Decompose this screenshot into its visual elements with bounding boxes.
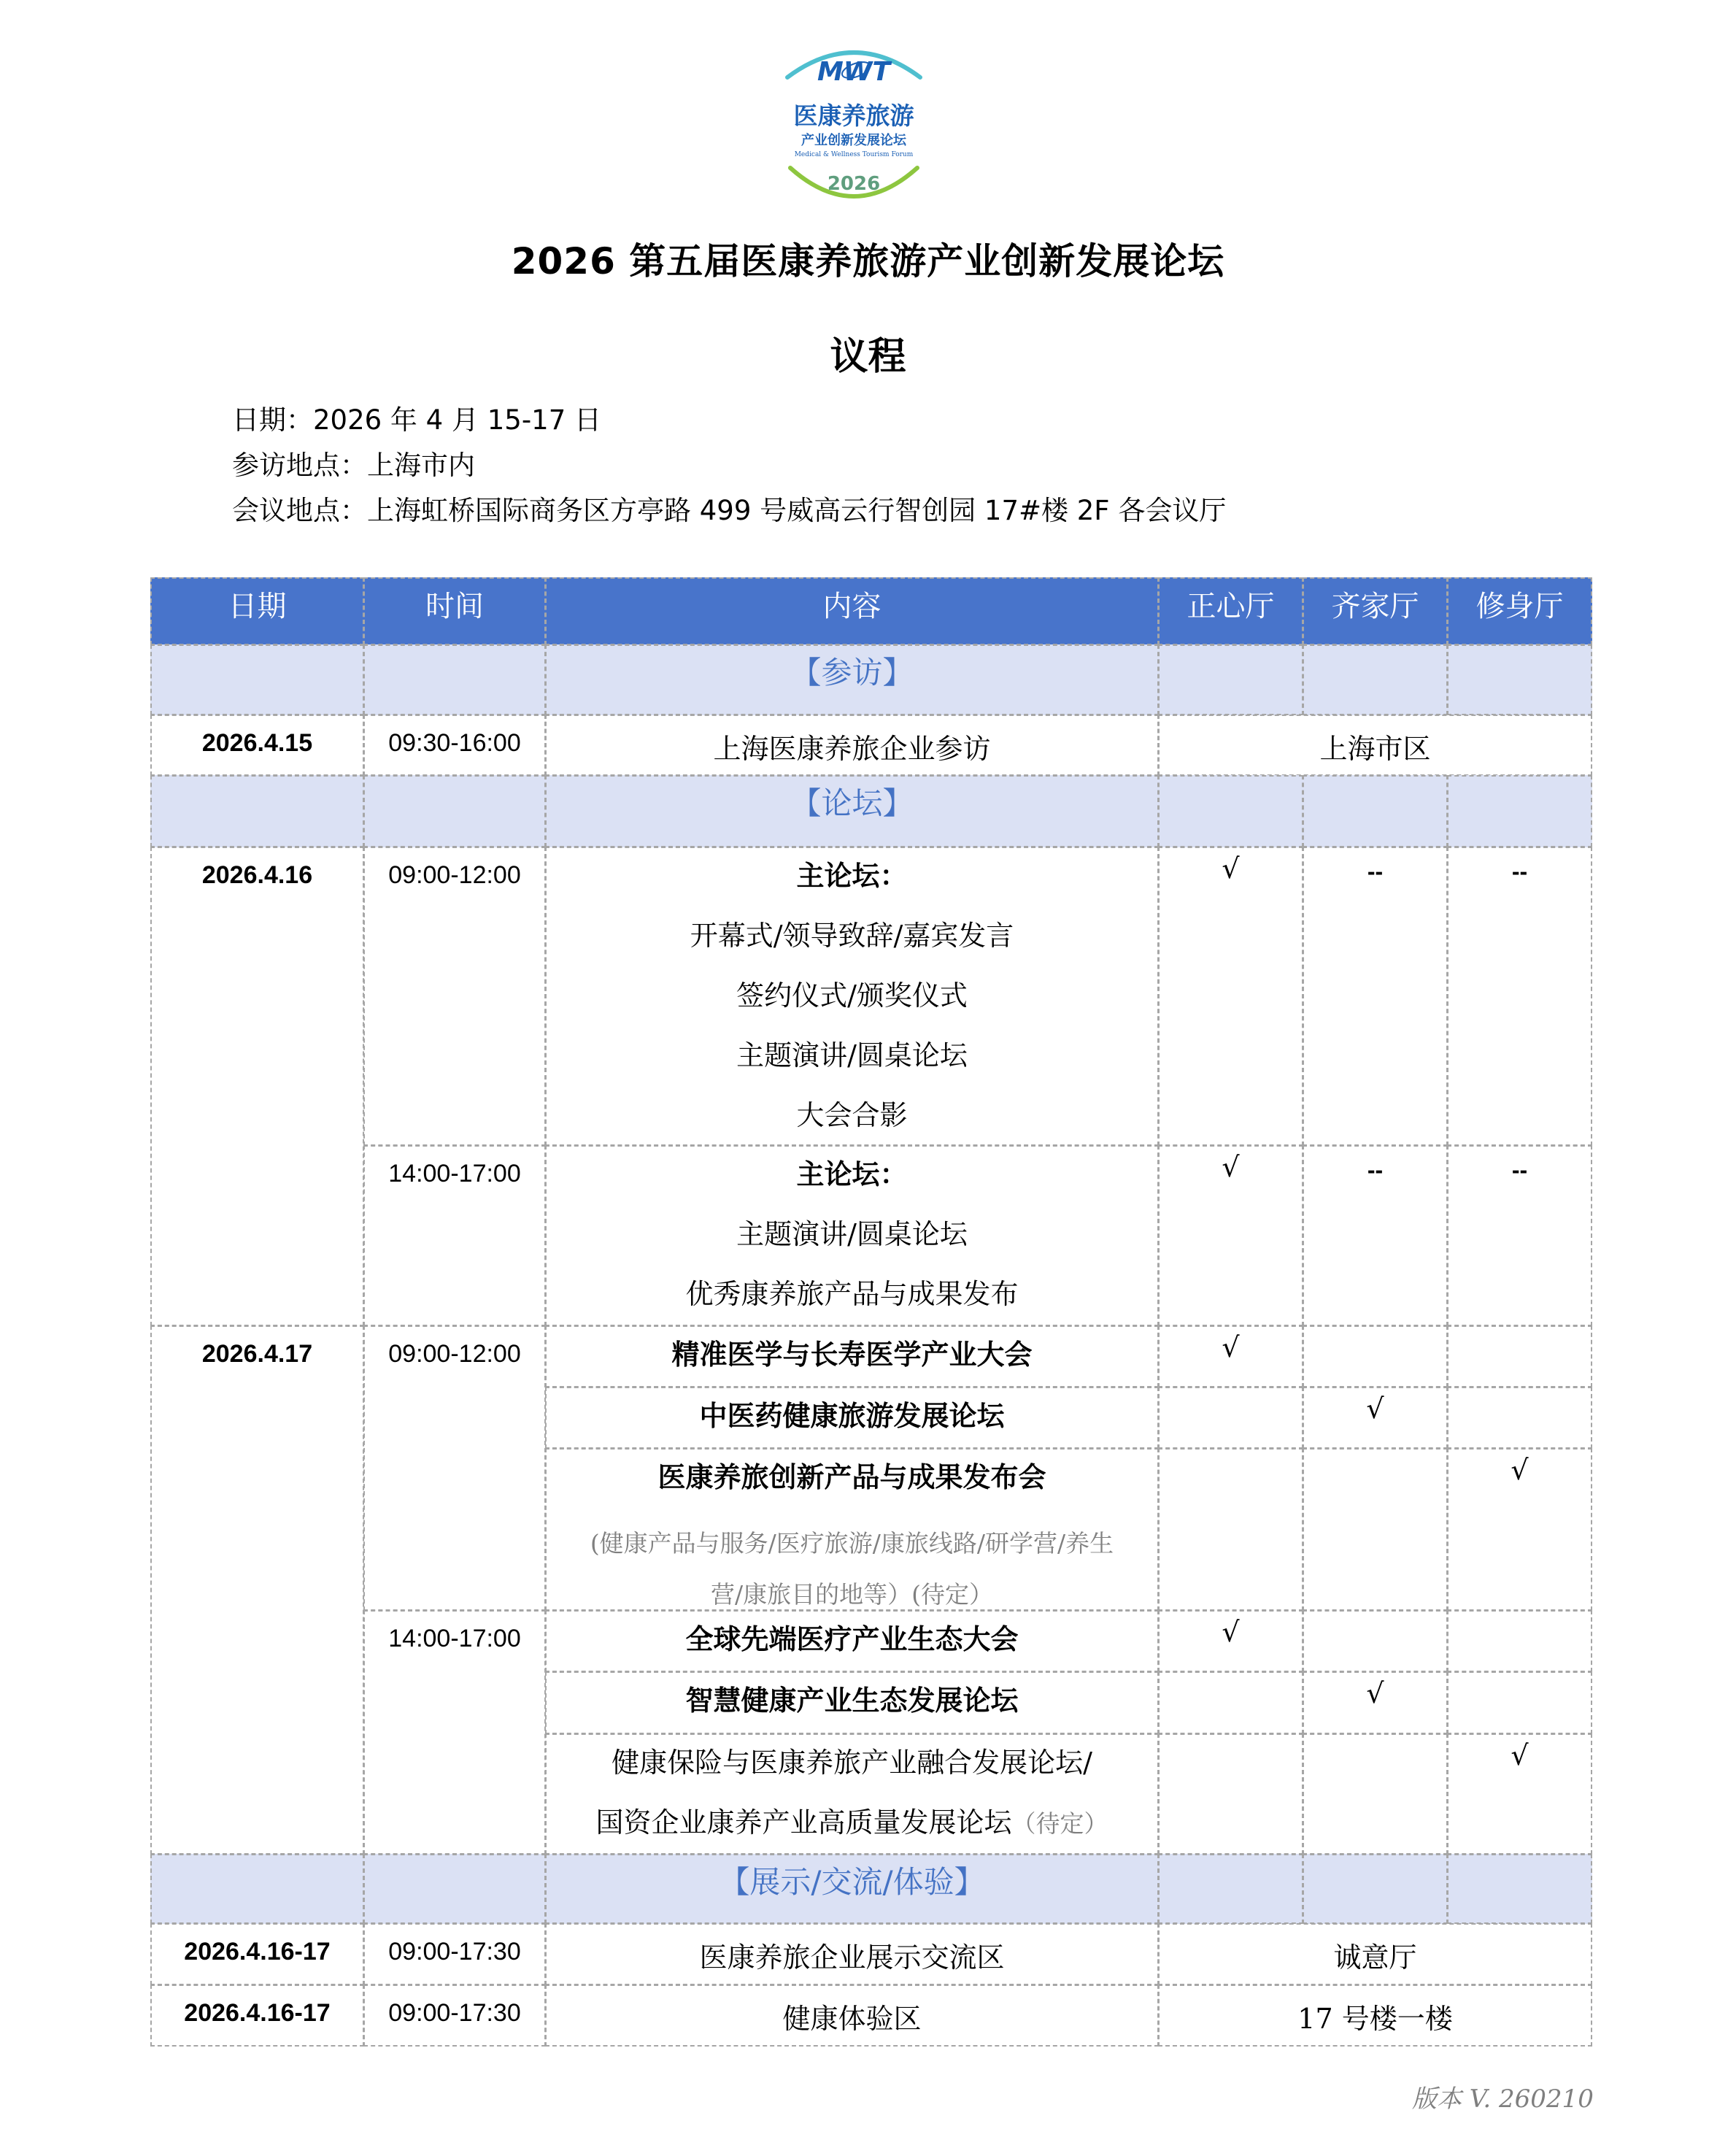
content-line: 签约仪式/颁奖仪式 (736, 979, 968, 1012)
empty-cell (1158, 1733, 1303, 1855)
content-line: 主论坛： (796, 1158, 908, 1190)
band-cell (1447, 1854, 1592, 1924)
visit-content: 上海医康养旅企业参访 (545, 715, 1159, 776)
day17-pm-time: 14:00-17:00 (363, 1610, 546, 1855)
day17-am-session-1 (545, 1325, 1159, 1387)
session-note: (健康产品与服务/医疗旅游/康旅线路/研学营/养生 (590, 1529, 1114, 1558)
dash-mark: -- (1303, 847, 1448, 1146)
tbd-label: （待定） (1011, 1809, 1108, 1838)
logo-year: 2026 (827, 173, 881, 195)
header-date: 日期 (150, 577, 364, 645)
day17-pm-session-2 (545, 1671, 1159, 1734)
empty-cell (1447, 1387, 1592, 1449)
section-visit: 【参访】 (545, 644, 1159, 715)
session-title-text: 国资企业康养产业高质量发展论坛 (595, 1806, 1012, 1839)
dash-mark: -- (1447, 847, 1592, 1146)
section-expo: 【展示/交流/体验】 (545, 1854, 1159, 1924)
band-cell (1158, 775, 1303, 847)
expo-content: 健康体验区 (545, 1984, 1159, 2047)
venue-location: 会议地点：上海虹桥国际商务区方亭路 499 号威高云行智创园 17#楼 2F 各会议厅 (232, 495, 1227, 526)
empty-cell (1303, 1325, 1448, 1387)
check-mark: √ (1158, 1325, 1303, 1387)
header-content: 内容 (545, 577, 1159, 645)
header-hall-zhengxin: 正心厅 (1158, 577, 1303, 645)
page-subtitle: 议程 (830, 335, 906, 379)
band-cell (1158, 644, 1303, 715)
session-title: 医康养旅创新产品与成果发布会 (657, 1461, 1046, 1493)
expo-date: 2026.4.16-17 (150, 1923, 364, 1985)
band-cell (150, 1854, 364, 1924)
check-mark: √ (1303, 1671, 1448, 1734)
band-cell (1447, 775, 1592, 847)
band-cell (1447, 644, 1592, 715)
band-cell (1303, 775, 1448, 847)
logo-name-en: Medical & Wellness Tourism Forum (794, 151, 914, 158)
content-line: 主题演讲/圆桌论坛 (736, 1218, 968, 1250)
page-title: 2026 第五届医康养旅游产业创新发展论坛 (511, 240, 1225, 282)
agenda-table (151, 578, 1592, 2047)
empty-cell (1158, 1448, 1303, 1611)
check-mark: √ (1158, 1610, 1303, 1672)
expo-place: 17 号楼一楼 (1158, 1984, 1592, 2047)
empty-cell (1447, 1671, 1592, 1734)
day17-pm-session-1 (545, 1610, 1159, 1672)
check-mark: √ (1303, 1387, 1448, 1449)
band-cell (1158, 1854, 1303, 1924)
session-title: 健康保险与医康养旅产业融合发展论坛/ (612, 1747, 1092, 1779)
expo-place: 诚意厅 (1158, 1923, 1592, 1985)
expo-date: 2026.4.16-17 (150, 1984, 364, 2047)
check-mark: √ (1158, 1145, 1303, 1326)
day16-date: 2026.4.16 (150, 847, 364, 1326)
day16-am-time: 09:00-12:00 (363, 847, 546, 1146)
day16-am-content (545, 847, 1159, 1146)
check-mark: √ (1158, 847, 1303, 1146)
dash-mark: -- (1303, 1145, 1448, 1326)
logo-graphic (777, 42, 930, 210)
expo-time: 09:00-17:30 (363, 1984, 546, 2047)
band-cell (1303, 644, 1448, 715)
content-line: 主题演讲/圆桌论坛 (736, 1039, 968, 1071)
empty-cell (1158, 1387, 1303, 1449)
session-title: 智慧健康产业生态发展论坛 (685, 1685, 1019, 1717)
band-cell (1303, 1854, 1448, 1924)
section-forum: 【论坛】 (545, 775, 1159, 847)
empty-cell (1158, 1671, 1303, 1734)
header-time: 时间 (363, 577, 546, 645)
content-line: 开幕式/领导致辞/嘉宾发言 (690, 920, 1014, 952)
logo-subtitle-cn: 产业创新发展论坛 (801, 133, 906, 148)
check-mark: √ (1447, 1448, 1592, 1611)
expo-time: 09:00-17:30 (363, 1923, 546, 1985)
event-date: 日期：2026 年 4 月 15-17 日 (232, 404, 602, 436)
header-hall-qijia: 齐家厅 (1303, 577, 1448, 645)
session-title: 全球先端医疗产业生态大会 (685, 1623, 1019, 1655)
day17-am-session-3 (545, 1448, 1159, 1611)
empty-cell (1303, 1733, 1448, 1855)
empty-cell (1447, 1610, 1592, 1672)
content-line: 优秀康养旅产品与成果发布 (685, 1278, 1019, 1310)
day17-pm-session-3 (545, 1733, 1159, 1855)
forum-logo (777, 42, 930, 210)
day16-pm-content (545, 1145, 1159, 1326)
empty-cell (1303, 1448, 1448, 1611)
day17-am-time: 09:00-12:00 (363, 1325, 546, 1611)
version-label: 版本 V. 260210 (1412, 2084, 1594, 2114)
logo-brand: MWT (817, 57, 891, 87)
visit-time: 09:30-16:00 (363, 715, 546, 776)
expo-content: 医康养旅企业展示交流区 (545, 1923, 1159, 1985)
dash-mark: -- (1447, 1145, 1592, 1326)
band-cell (150, 644, 364, 715)
day17-am-session-2 (545, 1387, 1159, 1449)
day16-pm-time: 14:00-17:00 (363, 1145, 546, 1326)
empty-cell (1447, 1325, 1592, 1387)
visit-date: 2026.4.15 (150, 715, 364, 776)
band-cell (363, 775, 546, 847)
band-cell (363, 1854, 546, 1924)
logo-name-cn: 医康养旅游 (793, 101, 914, 130)
session-title: 精准医学与长寿医学产业大会 (671, 1339, 1033, 1371)
content-line: 大会合影 (796, 1099, 908, 1131)
band-cell (363, 644, 546, 715)
empty-cell (1303, 1610, 1448, 1672)
header-hall-xiushen: 修身厅 (1447, 577, 1592, 645)
content-line: 主论坛： (796, 860, 908, 892)
day17-date: 2026.4.17 (150, 1325, 364, 1855)
session-note: 营/康旅目的地等）(待定） (711, 1580, 993, 1609)
session-title: 中医药健康旅游发展论坛 (699, 1400, 1005, 1432)
band-cell (150, 775, 364, 847)
visit-place: 上海市区 (1158, 715, 1592, 776)
visit-location: 参访地点：上海市内 (232, 450, 475, 481)
check-mark: √ (1447, 1733, 1592, 1855)
